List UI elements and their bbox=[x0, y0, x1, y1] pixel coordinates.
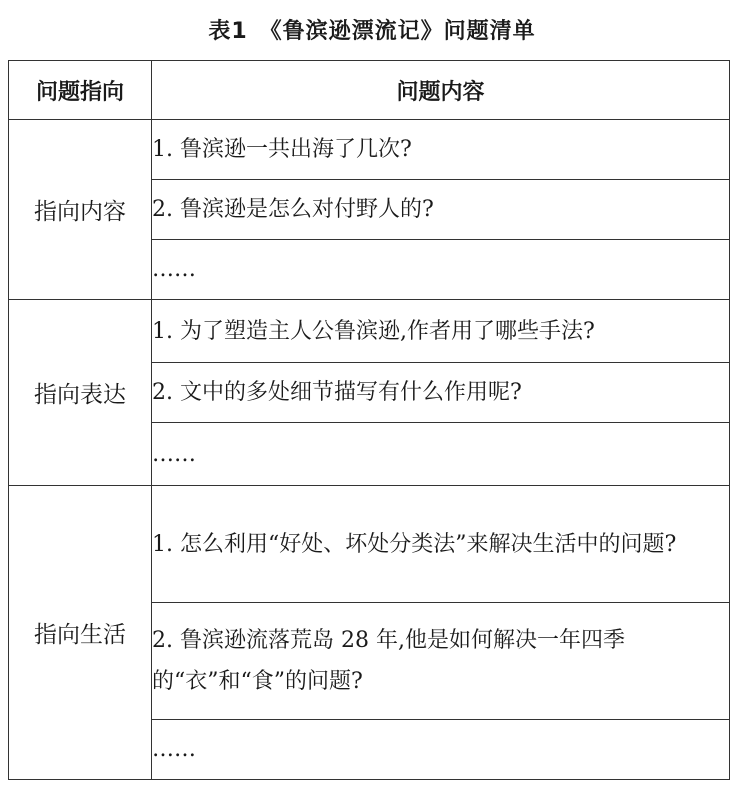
table-row bbox=[9, 300, 730, 363]
ellipsis-cell: …… bbox=[152, 720, 730, 780]
group-label-life: 指向生活 bbox=[9, 486, 152, 780]
question-cell: 1. 为了塑造主人公鲁滨逊,作者用了哪些手法? bbox=[152, 300, 730, 363]
header-row bbox=[9, 61, 730, 120]
header-content: 问题内容 bbox=[152, 61, 730, 120]
ellipsis-cell: …… bbox=[152, 423, 730, 486]
table-caption: 表1 《鲁滨逊漂流记》问题清单 bbox=[208, 19, 536, 44]
table-row bbox=[9, 486, 730, 603]
ellipsis-cell: …… bbox=[152, 240, 730, 300]
question-cell: 1. 怎么利用“好处、坏处分类法”来解决生活中的问题? bbox=[152, 486, 730, 603]
question-cell: 2. 文中的多处细节描写有什么作用呢? bbox=[152, 363, 730, 423]
header-direction: 问题指向 bbox=[9, 61, 152, 120]
question-table bbox=[8, 60, 730, 780]
question-cell: 1. 鲁滨逊一共出海了几次? bbox=[152, 120, 730, 180]
group-label-expression: 指向表达 bbox=[9, 300, 152, 486]
group-label-content: 指向内容 bbox=[9, 120, 152, 300]
question-cell: 2. 鲁滨逊流落荒岛 28 年,他是如何解决一年四季的“衣”和“食”的问题? bbox=[152, 603, 730, 720]
table-row bbox=[9, 120, 730, 180]
question-cell: 2. 鲁滨逊是怎么对付野人的? bbox=[152, 180, 730, 240]
